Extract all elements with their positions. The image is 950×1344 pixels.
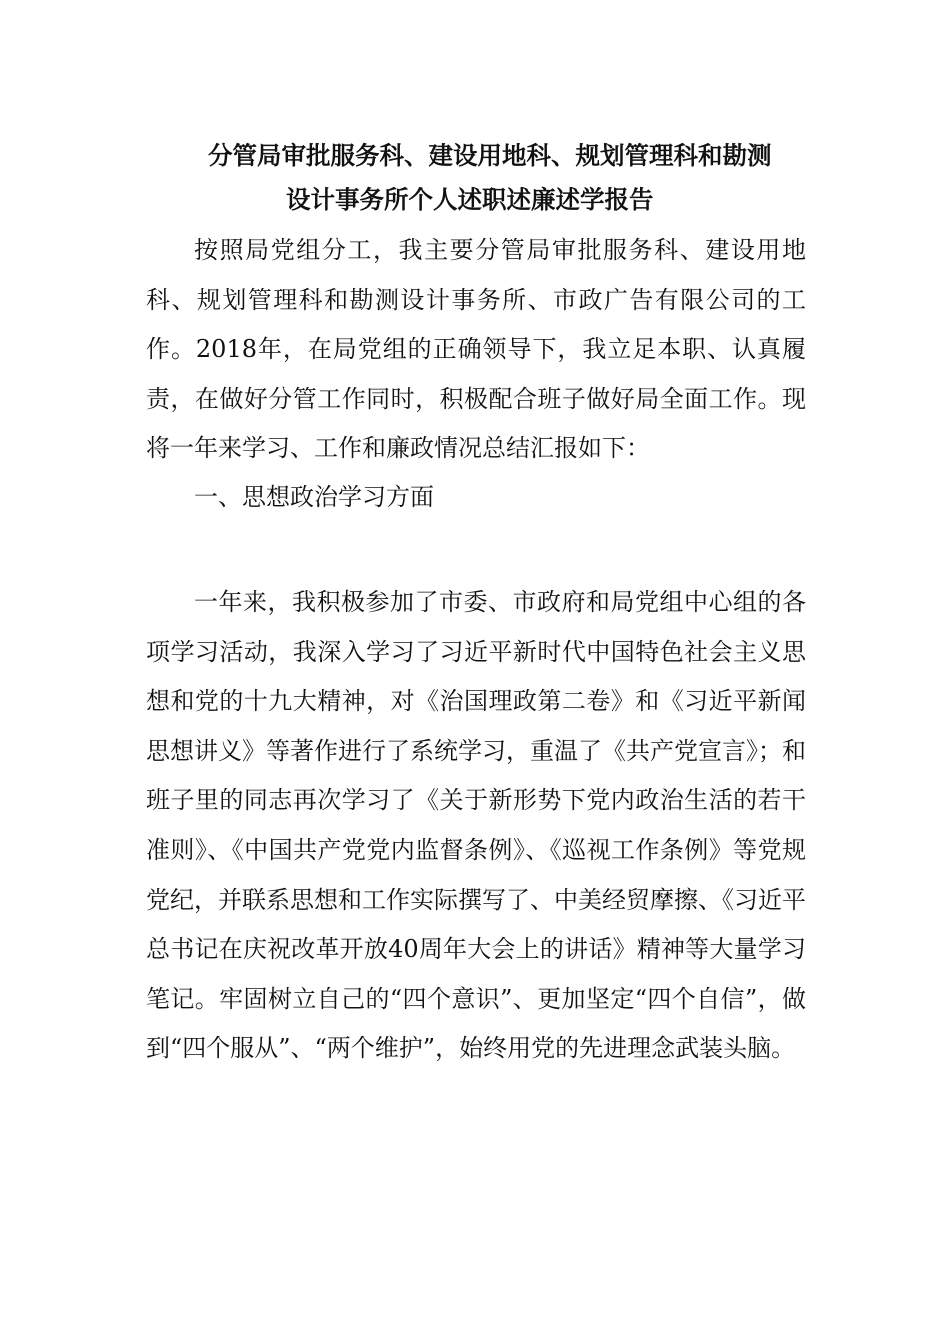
section-1-heading: 一、思想政治学习方面 <box>194 483 434 511</box>
intro-section <box>146 226 806 474</box>
intro-paragraph: 按照局党组分工，我主要分管局审批服务科、建设用地科、规划管理科和勘测设计事务所、市政广告有限公司的工作。2018年，在局党组的正确领导下，我立足本职、认真履责，在做好分管工作同时，积极配合班子做好局全面工作。现将一年来学习、工作和廉政情况总结汇报如下： <box>146 236 806 463</box>
section-1 <box>146 473 806 523</box>
title-line-2: 设计事务所个人述职述廉述学报告 <box>286 185 654 214</box>
title-line-1: 分管局审批服务科、建设用地科、规划管理科和勘测 <box>208 141 772 170</box>
document-title <box>146 134 806 222</box>
section-1-body <box>146 578 806 1074</box>
section-1-paragraph: 一年来，我积极参加了市委、市政府和局党组中心组的各项学习活动，我深入学习了习近平新时代中国特色社会主义思想和党的十九大精神，对《治国理政第二卷》和《习近平新闻思想讲义》等著作进行了系统学习，重温了《共产党宣言》；和班子里的同志再次学习了《关于新形势下党内政治生活的若干准则》、《中国共产党党内监督条例》、《巡视工作条例》等党规党纪，并联系思想和工作实际撰写了、中美经贸摩擦、《习近平总书记在庆祝改革开放40周年大会上的讲话》精神等大量学习笔记。牢固树立自己的“四个意识”、更加坚定“四个自信”，做到“四个服从”、“两个维护”，始终用党的先进理念武装头脑。 <box>146 588 806 1063</box>
